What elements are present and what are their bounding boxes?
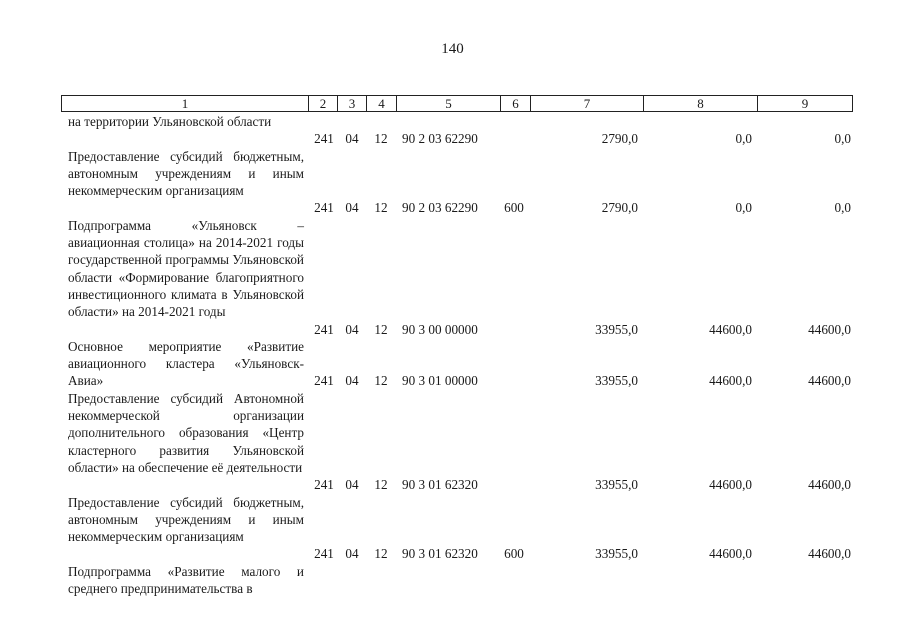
header-col-8: 8 <box>643 96 757 111</box>
row-name: Основное мероприятие «Развитие авиационного кластера «Ульяновск-Авиа» <box>68 338 304 389</box>
row-name: Предоставление субсидий Автономной некоммерческой организации дополнительного образования «Центр кластерного развития Ульяновской области» на обеспечение её деятельности <box>68 390 304 475</box>
header-col-2: 2 <box>308 96 337 111</box>
table-header <box>61 95 853 112</box>
row-c5: 90 3 01 62320 <box>402 477 478 493</box>
row-c4: 12 <box>374 131 388 147</box>
header-col-7: 7 <box>530 96 643 111</box>
row-c2: 241 <box>314 200 334 216</box>
row-c3: 04 <box>345 321 359 337</box>
header-col-1: 1 <box>181 96 189 111</box>
row-c2: 241 <box>314 546 334 562</box>
row-name: Предоставление субсидий бюджетным, автономным учреждениям и иным некоммерческим организациям <box>68 494 304 545</box>
row-c8: 44600,0 <box>709 321 752 337</box>
row-c5: 90 3 01 62320 <box>402 546 478 562</box>
row-c6: 600 <box>504 546 524 562</box>
row-c5: 90 3 00 00000 <box>402 321 478 337</box>
row-c5: 90 2 03 62290 <box>402 131 478 147</box>
row-c7: 33955,0 <box>595 546 638 562</box>
row-c9: 0,0 <box>834 200 851 216</box>
row-c4: 12 <box>374 477 388 493</box>
row-c4: 12 <box>374 373 388 389</box>
row-c4: 12 <box>374 546 388 562</box>
row-c8: 44600,0 <box>709 373 752 389</box>
header-col-6: 6 <box>500 96 530 111</box>
row-name: Подпрограмма «Ульяновск – авиационная столица» на 2014-2021 годы государственной программы Ульяновской области «Формирование благоприятного инвестиционного климата в Ульяновской области» на 2014-2021 годы <box>68 217 304 320</box>
row-c6: 600 <box>504 200 524 216</box>
row-c2: 241 <box>314 131 334 147</box>
header-col-5: 5 <box>396 96 500 111</box>
row-c5: 90 3 01 00000 <box>402 373 478 389</box>
page-number: 140 <box>441 41 464 57</box>
row-name: Подпрограмма «Развитие малого и среднего предпринимательства в <box>68 563 304 597</box>
row-c2: 241 <box>314 373 334 389</box>
row-c8: 44600,0 <box>709 477 752 493</box>
row-c4: 12 <box>374 321 388 337</box>
row-c5: 90 2 03 62290 <box>402 200 478 216</box>
row-c2: 241 <box>314 477 334 493</box>
row-c2: 241 <box>314 321 334 337</box>
row-c7: 33955,0 <box>595 477 638 493</box>
row-c7: 2790,0 <box>601 131 638 147</box>
row-name: на территории Ульяновской области <box>68 114 272 129</box>
header-col-3: 3 <box>337 96 366 111</box>
row-c7: 33955,0 <box>595 373 638 389</box>
row-c8: 0,0 <box>735 131 752 147</box>
row-c7: 33955,0 <box>595 321 638 337</box>
row-c8: 0,0 <box>735 200 752 216</box>
row-c3: 04 <box>345 373 359 389</box>
header-col-9: 9 <box>757 96 852 111</box>
row-c9: 44600,0 <box>808 477 851 493</box>
row-c4: 12 <box>374 200 388 216</box>
row-name: Предоставление субсидий бюджетным, автономным учреждениям и иным некоммерческим организациям <box>68 148 304 199</box>
row-c9: 0,0 <box>834 131 851 147</box>
row-c3: 04 <box>345 200 359 216</box>
row-c9: 44600,0 <box>808 373 851 389</box>
row-c9: 44600,0 <box>808 321 851 337</box>
row-c3: 04 <box>345 477 359 493</box>
row-c3: 04 <box>345 546 359 562</box>
header-col-4: 4 <box>366 96 396 111</box>
row-c9: 44600,0 <box>808 546 851 562</box>
row-c8: 44600,0 <box>709 546 752 562</box>
row-c3: 04 <box>345 131 359 147</box>
row-c7: 2790,0 <box>601 200 638 216</box>
